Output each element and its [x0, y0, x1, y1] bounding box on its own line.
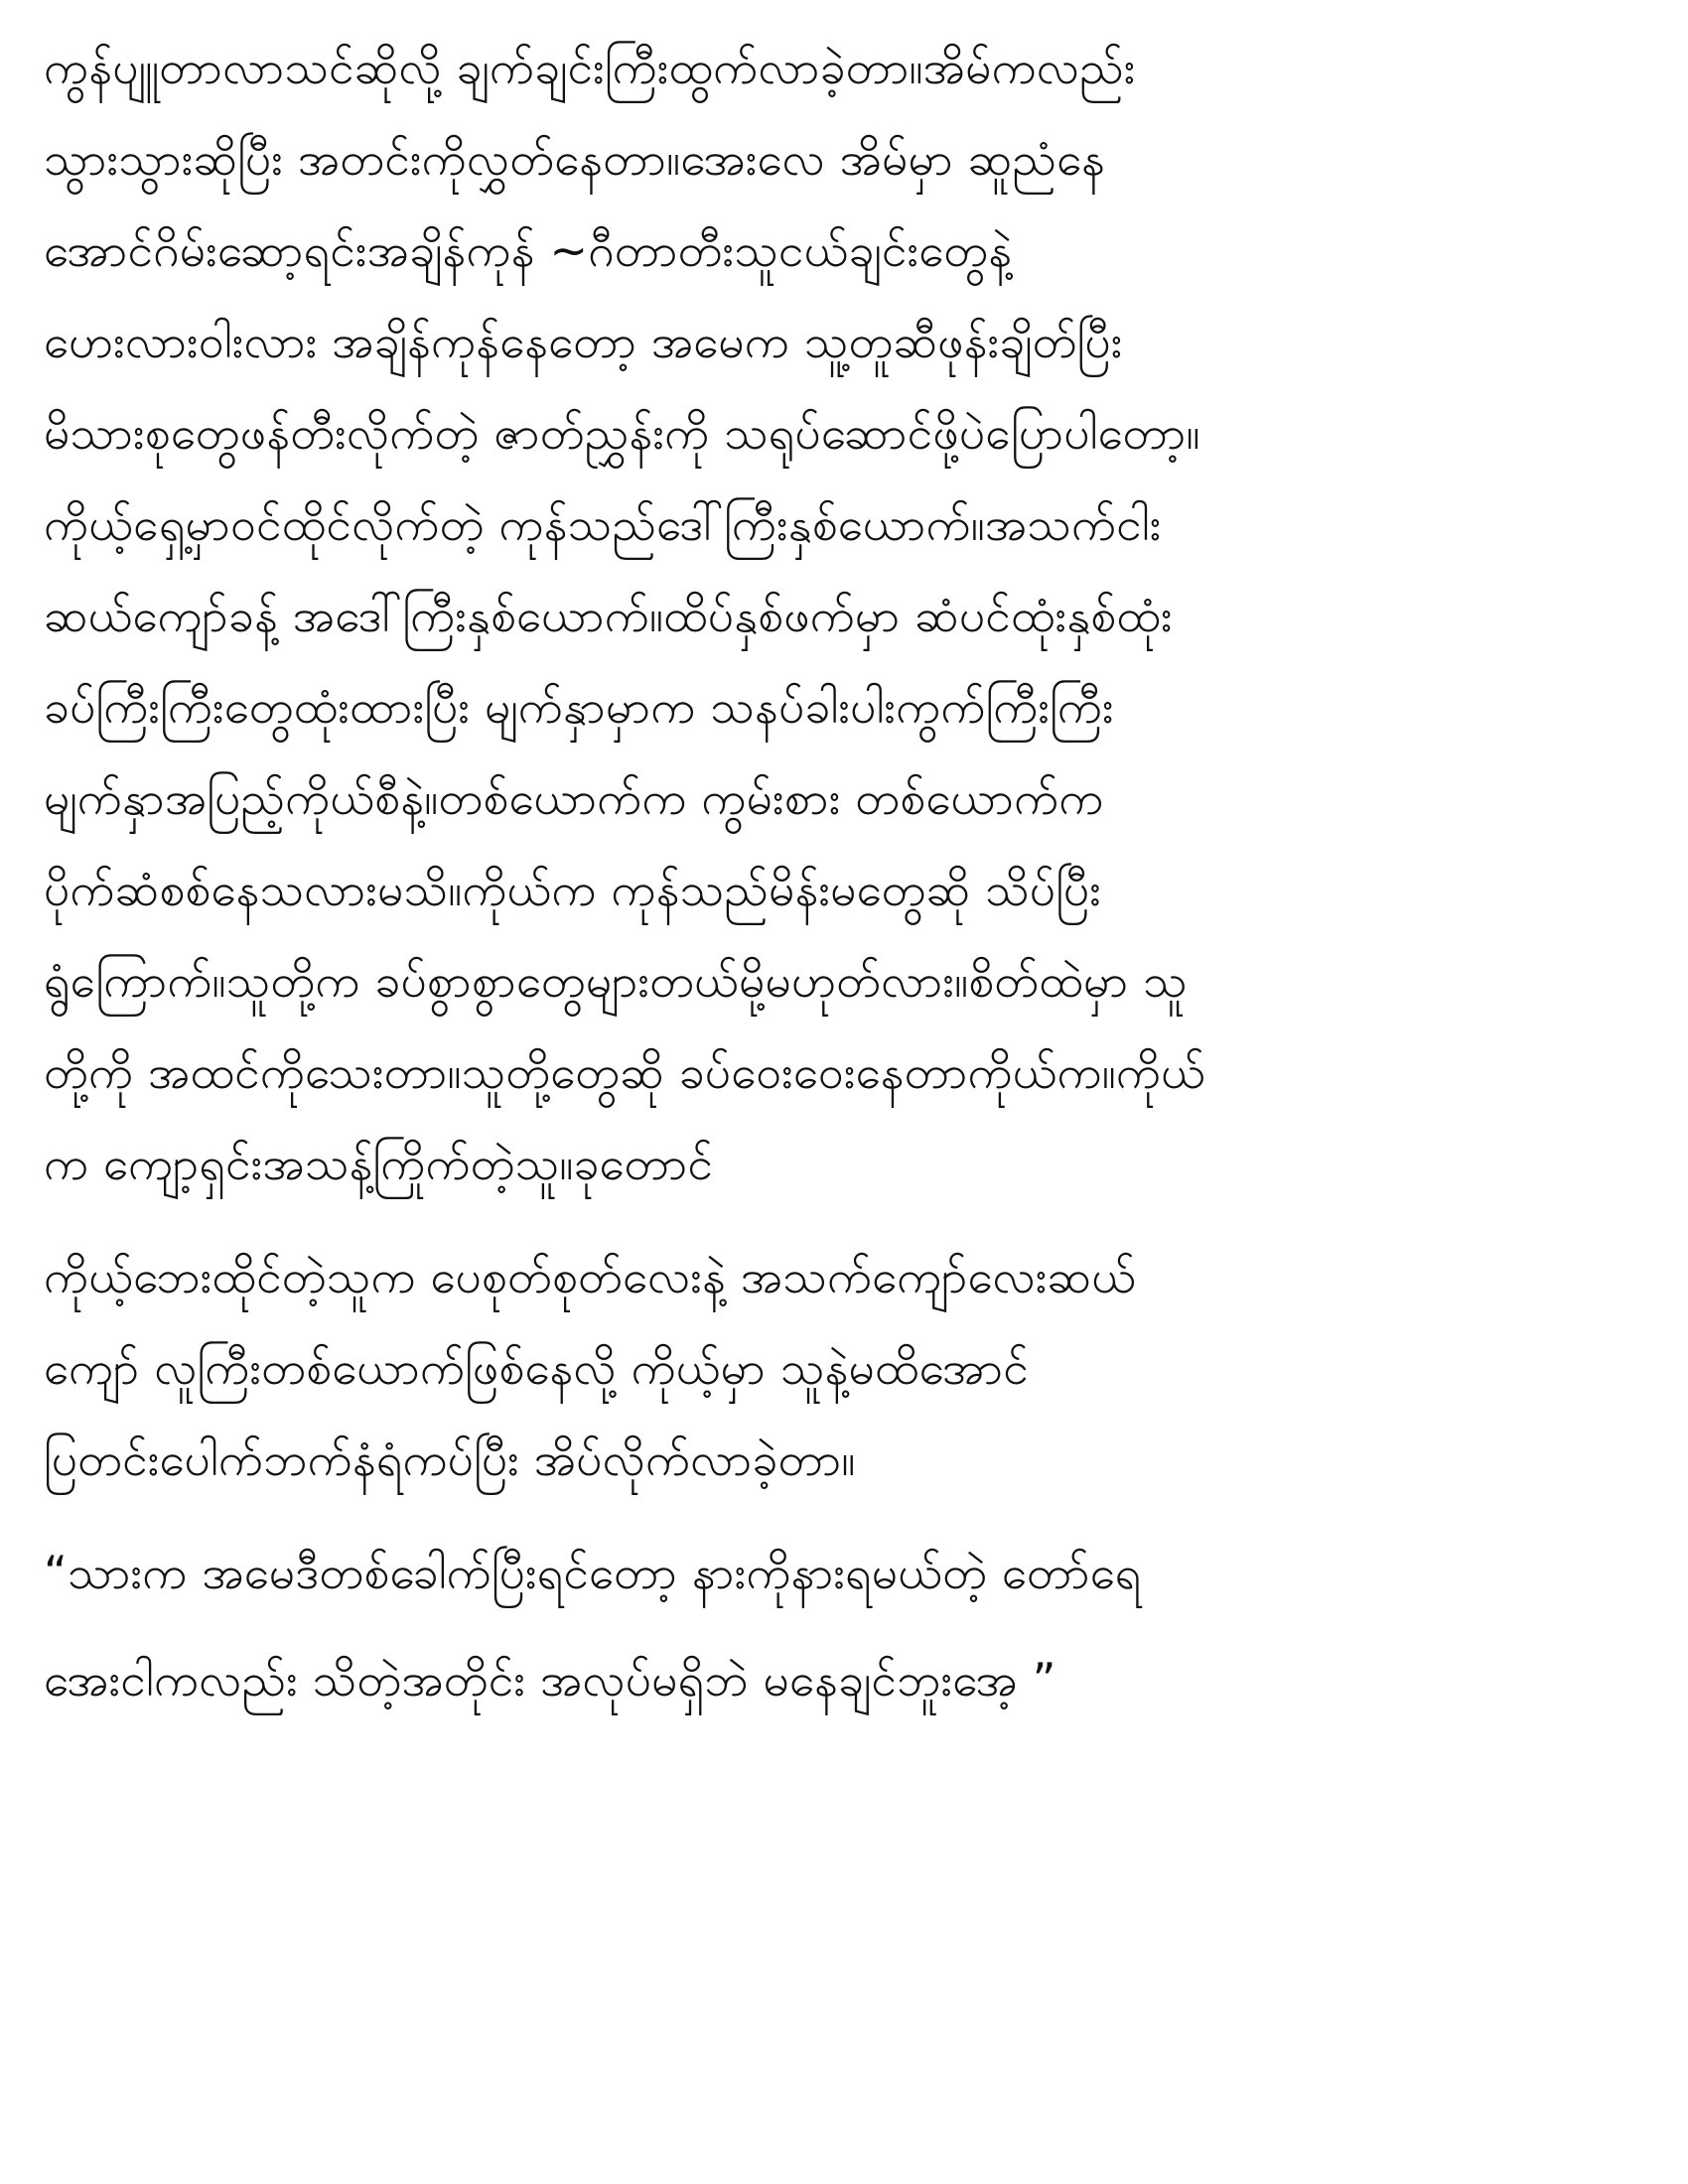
text-line: ကိုယ့်ရှေ့မှာဝင်ထိုင်လိုက်တဲ့ ကုန်သည်ဒေါ်ကြီးနှစ်ယောက်။အသက်ငါး	[44, 497, 1162, 551]
paragraph-spacer	[44, 1225, 1644, 1247]
paragraph-1	[44, 38, 1644, 1225]
text-line: မျက်နှာအပြည့်ကိုယ်စီနဲ့။တစ်ယောက်က ကွမ်းစား တစ်ယောက်က	[44, 771, 1104, 825]
text-line: ပြတင်းပေါက်ဘက်နံရံကပ်ပြီး အိပ်လိုက်လာခဲ့တာ။	[44, 1433, 856, 1486]
text-line: ဟေးလားဝါးလား အချိန်ကုန်နေတော့ အမေက သူ့တူဆီဖုန်းချိတ်ပြီး	[44, 315, 1123, 368]
text-line: က ကျော့ရှင်းအသန့်ကြိုက်တဲ့သူ။ခုတောင်	[44, 1137, 714, 1190]
text-line: ကွန်ပျူတာလာသင်ဆိုလို့ ချက်ချင်းကြီးထွက်လာခဲ့တာ။အိမ်ကလည်း	[44, 41, 1136, 94]
text-line: အောင်ဂိမ်းဆော့ရင်းအချိန်ကုန် ~ဂီတာတီးသူငယ်ချင်းတွေနဲ့	[44, 223, 1013, 277]
paragraph-spacer	[44, 1521, 1644, 1543]
text-line: မိသားစုတွေဖန်တီးလိုက်တဲ့ ဇာတ်ညွှန်းကို သရုပ်ဆောင်ဖို့ပဲပြောပါတော့။	[44, 406, 1200, 460]
quote-line: “သားက အမေဒီတစ်ခေါက်ပြီးရင်တော့ နားကိုနားရမယ်တဲ့ တော်ရေ	[44, 1546, 1142, 1599]
text-line: ခပ်ကြီးကြီးတွေထုံးထားပြီး မျက်နှာမှာက သနပ်ခါးပါးကွက်ကြီးကြီး	[44, 680, 1114, 734]
text-line: ကျော် လူကြီးတစ်ယောက်ဖြစ်နေလို့ ကိုယ့်မှာ သူနဲ့မထိအောင်	[44, 1341, 1029, 1395]
paragraph-3-quote	[44, 1543, 1644, 1757]
document-page	[44, 38, 1644, 1757]
quote-line: အေးငါကလည်း သိတဲ့အတိုင်း အလုပ်မရှိဘဲ မနေချင်ဘူးအေ့ ”	[44, 1653, 1056, 1706]
text-line: ဆယ်ကျော်ခန့် အဒေါ်ကြီးနှစ်ယောက်။ထိပ်နှစ်ဖက်မှာ ဆံပင်ထုံးနှစ်ထုံး	[44, 589, 1173, 642]
text-line: သွားသွားဆိုပြီး အတင်းကိုလွှတ်နေတာ။အေးလေ အိမ်မှာ ဆူညံနေ	[44, 132, 1106, 186]
paragraph-2	[44, 1247, 1644, 1521]
text-line: ကိုယ့်ဘေးထိုင်တဲ့သူက ပေစုတ်စုတ်လေးနဲ့ အသက်ကျော်လေးဆယ်	[44, 1250, 1137, 1303]
text-line: ပိုက်ဆံစစ်နေသလားမသိ။ကိုယ်က ကုန်သည်မိန်းမတွေဆို သိပ်ပြီး	[44, 863, 1102, 916]
text-line: ရွံကြောက်။သူတို့က ခပ်စွာစွာတွေများတယ်မို့မဟုတ်လား။စိတ်ထဲမှာ သူ	[44, 954, 1188, 1008]
text-line: တို့ကို အထင်ကိုသေးတာ။သူတို့တွေဆို ခပ်ဝေးဝေးနေတာကိုယ်က။ကိုယ်	[44, 1045, 1205, 1099]
